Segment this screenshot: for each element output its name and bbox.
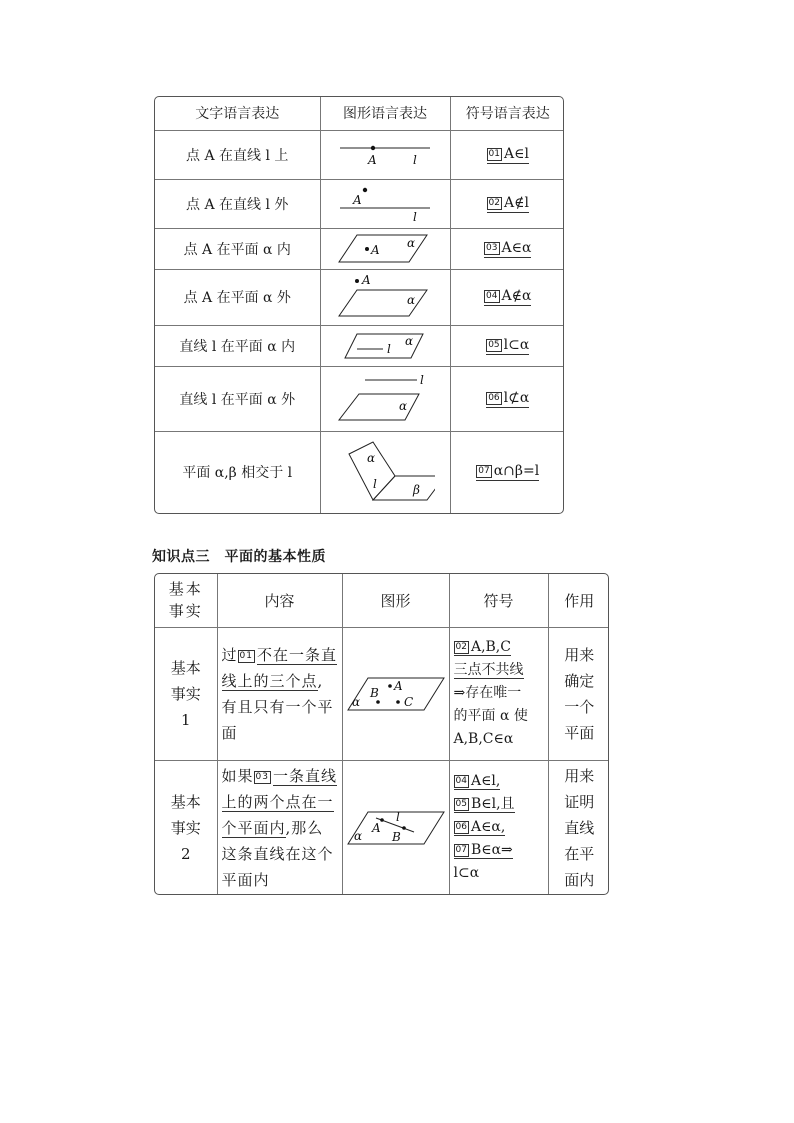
label-B: B [369,685,379,700]
header-figure: 图形语言表达 [320,97,450,130]
header-figure: 图形 [342,574,449,627]
row-text: 点 A 在平面 α 外 [155,269,320,325]
symbol-expr: A∉l [504,194,529,211]
table-row [155,228,564,269]
section-title: 知识点三 平面的基本性质 [152,549,326,565]
label-alpha: α [367,451,376,466]
table-row [155,761,609,894]
intersecting-planes-figure [320,431,450,513]
underlined-answer: 不在一条直线上的三个点 [221,645,337,690]
table-row [155,627,609,760]
blank-number: 05 [455,799,467,810]
table-row [155,130,564,179]
underlined-answer: 一条直线上的两个点在一个平面内 [221,766,337,837]
fact-use: 用来证明直线在平面内 [548,761,609,894]
label-A: A [371,242,380,257]
label-C: C [403,694,413,709]
label-l: l [420,373,424,387]
table-row [155,179,564,228]
table-header-row [155,97,564,130]
table-row [155,269,564,325]
blank-number: 07 [478,466,490,477]
row-symbol [450,179,564,228]
header-symbol: 符号 [449,574,548,627]
fact-symbol: 04 A∈l, 05 B∈l,且 06 A∈α, 07 B∈α⇒ l⊂α [449,761,548,894]
label-alpha: α [407,235,416,250]
row-text: 平面 α,β 相交于 l [155,431,320,513]
header-fact: 基本事实 [155,574,217,627]
label-alpha: α [351,694,360,709]
row-text: 直线 l 在平面 α 外 [155,366,320,431]
header-symbol: 符号语言表达 [450,97,564,130]
blank-number: 01 [488,148,500,159]
label-A: A [371,820,381,835]
header-use: 作用 [548,574,609,627]
basic-facts-table [154,573,609,895]
label-A: A [368,152,377,167]
label-alpha: α [353,828,362,843]
fact-symbol: 02 A,B,C 三点不共线 ⇒存在唯一 的平面 α 使 A,B,C∈α [449,627,548,760]
fact-name: 基本事实 1 [155,627,217,760]
fact-name: 基本事实 2 [155,761,217,894]
label-beta: β [413,483,420,498]
label-alpha: α [405,333,414,348]
blank-number: 04 [486,291,498,301]
label-A: A [362,274,371,287]
row-text: 直线 l 在平面 α 内 [155,325,320,366]
label-B: B [391,829,401,844]
point-off-plane-figure [320,269,450,325]
line-in-plane-figure [320,325,450,366]
blank-number: 05 [488,339,500,350]
table-row [155,366,564,431]
symbol-expr: l⊄α [503,389,530,406]
row-symbol [450,431,564,513]
row-symbol [450,130,564,179]
symbol-expr: A∉α [501,288,532,304]
line-off-plane-figure [320,366,450,431]
fact-content: 如果 03 一条直线上的两个点在一个平面内,那么这条直线在这个平面内 [217,761,342,894]
header-content: 内容 [217,574,342,627]
blank-number: 07 [455,845,467,856]
fact-use: 用来确定一个平面 [548,627,609,760]
label-l: l [395,809,400,824]
label-l: l [387,341,391,356]
fact-content: 过 01 不在一条直线上的三个点,有且只有一个平面 [217,627,342,760]
label-A: A [353,192,362,207]
label-alpha: α [399,398,408,413]
blank-number: 06 [488,392,500,403]
header-text: 文字语言表达 [155,97,320,130]
blank-number: 06 [455,822,467,833]
label-l: l [373,477,377,492]
label-l: l [413,152,417,167]
label-l: l [413,209,417,224]
blank-number: 02 [488,197,500,208]
three-points-plane-figure [342,627,449,760]
point-on-line-figure [320,130,450,179]
point-in-plane-figure [320,228,450,269]
blank-number: 03 [255,771,269,782]
table-row [155,325,564,366]
row-symbol [450,325,564,366]
blank-number: 01 [239,650,253,661]
row-text: 点 A 在直线 l 上 [155,130,320,179]
symbol-expr: A∈α [501,239,532,256]
table-row [155,431,564,513]
table-header-row [155,574,609,627]
symbol-expr: A∈l [504,145,529,162]
symbol-expr: l⊂α [503,336,530,353]
blank-number: 02 [455,642,467,653]
blank-number: 04 [455,776,467,787]
line-through-two-points-figure [342,761,449,894]
representation-table [154,96,564,514]
label-alpha: α [407,293,416,307]
symbol-expr: α∩β=l [493,463,540,480]
row-text: 点 A 在直线 l 外 [155,179,320,228]
row-symbol [450,228,564,269]
point-off-line-figure [320,179,450,228]
row-symbol [450,366,564,431]
label-A: A [393,678,403,693]
row-text: 点 A 在平面 α 内 [155,228,320,269]
blank-number: 03 [486,242,498,253]
row-symbol [450,269,564,325]
